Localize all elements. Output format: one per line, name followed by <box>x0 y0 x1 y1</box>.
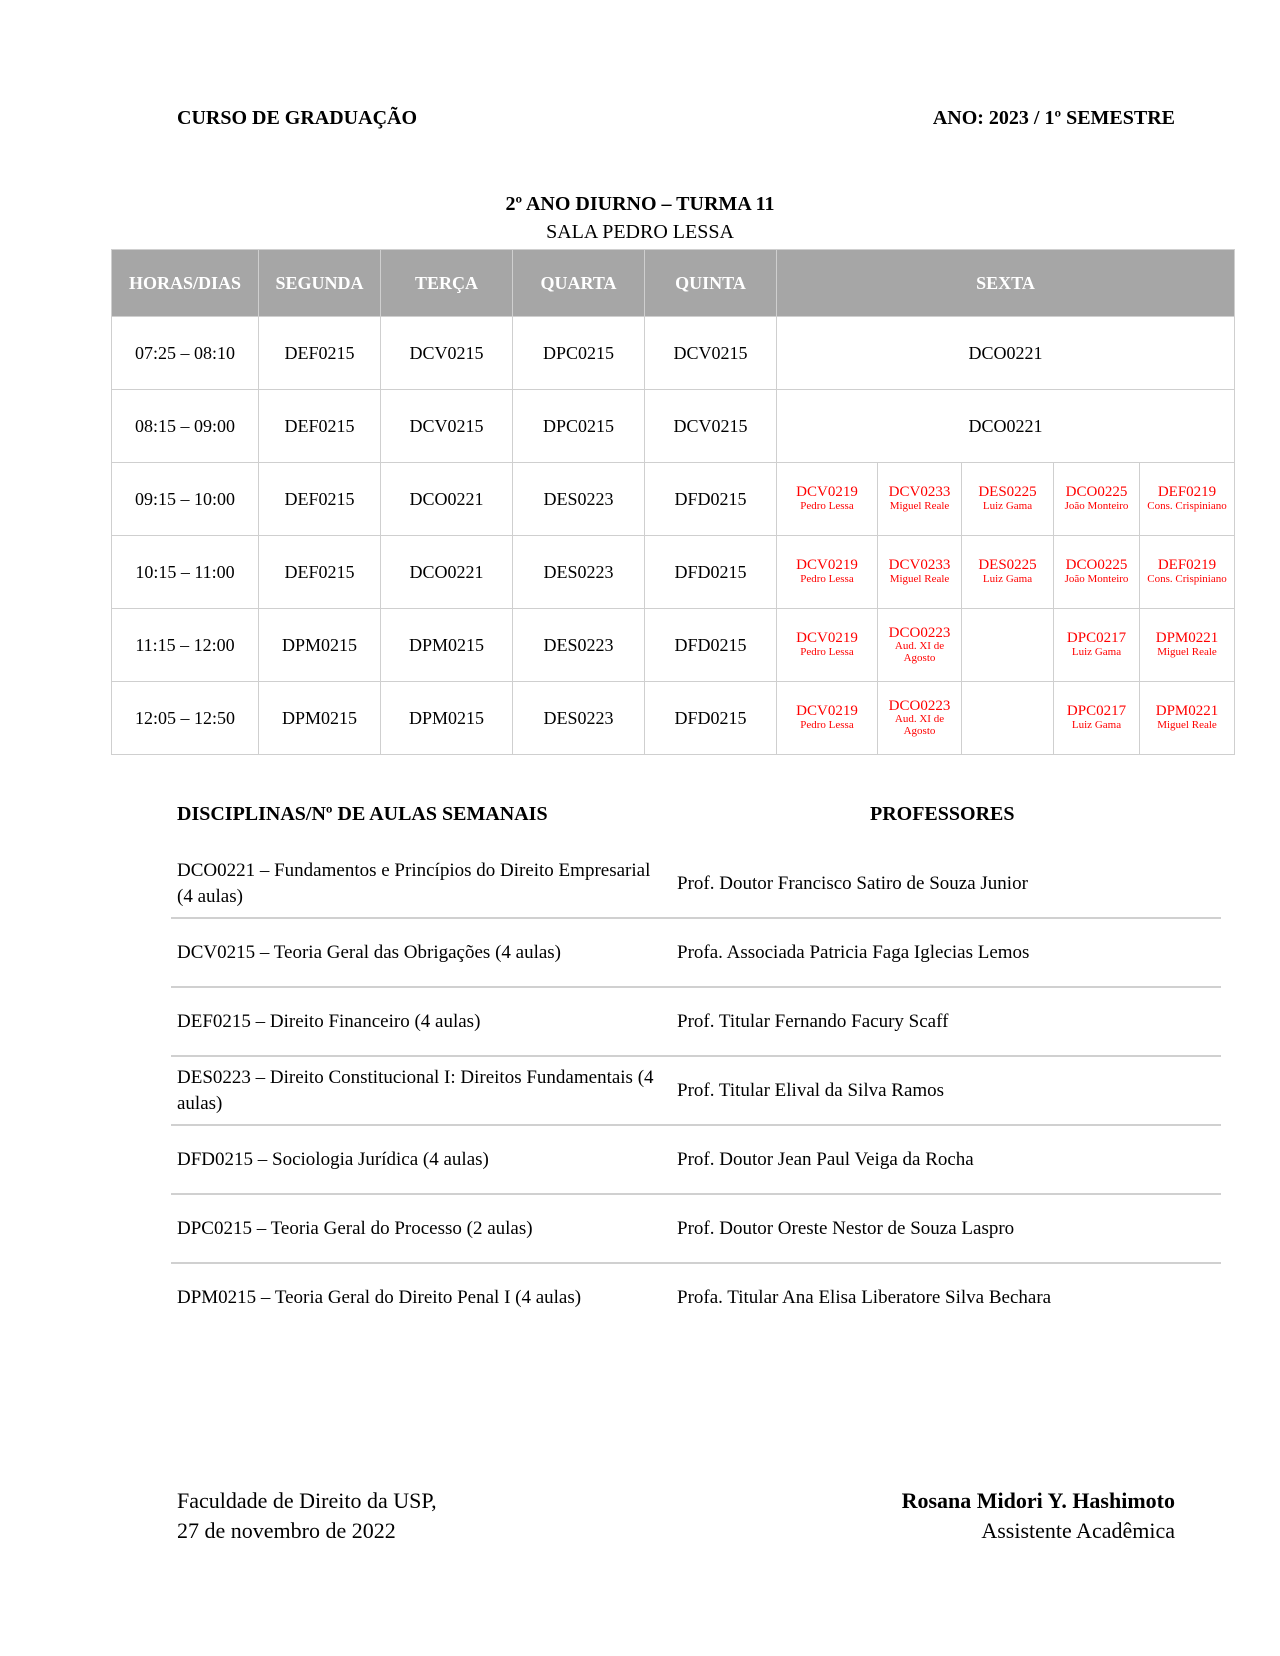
friday-elective <box>777 609 878 682</box>
monday-cell: DEF0215 <box>259 463 381 536</box>
friday-elective <box>777 682 878 755</box>
time-slot: 08:15 – 09:00 <box>112 390 259 463</box>
elective-code: DCV0219 <box>796 484 858 501</box>
schedule-row <box>112 463 1235 536</box>
elective-code: DEF0219 <box>1157 484 1217 501</box>
elective-code: DPC0217 <box>1066 630 1127 647</box>
friday-elective <box>878 463 962 536</box>
monday-cell: DEF0215 <box>259 536 381 609</box>
elective-room: Miguel Reale <box>1157 719 1217 732</box>
wednesday-cell: DES0223 <box>513 682 645 755</box>
elective-code: DCV0233 <box>888 484 951 501</box>
discipline-row <box>171 987 1221 1056</box>
course-label: CURSO DE GRADUAÇÃO <box>177 107 418 129</box>
thursday-cell: DCV0215 <box>645 390 777 463</box>
monday-cell: DEF0215 <box>259 390 381 463</box>
discipline-name: DCV0215 – Teoria Geral das Obrigações (4 aulas) <box>171 918 671 987</box>
elective-code: DES0225 <box>978 484 1037 501</box>
header-hours: HORAS/DIAS <box>112 250 259 317</box>
schedule-header-row <box>112 250 1235 317</box>
discipline-name: DEF0215 – Direito Financeiro (4 aulas) <box>171 987 671 1056</box>
tuesday-cell: DPM0215 <box>381 682 513 755</box>
discipline-name: DPC0215 – Teoria Geral do Processo (2 aulas) <box>171 1194 671 1263</box>
wednesday-cell: DPC0215 <box>513 390 645 463</box>
elective-code: DPC0217 <box>1066 703 1127 720</box>
elective-room: Pedro Lessa <box>800 573 854 586</box>
schedule-row <box>112 317 1235 390</box>
professor-name: Prof. Titular Fernando Facury Scaff <box>671 987 1221 1056</box>
elective-room: João Monteiro <box>1064 500 1129 513</box>
elective-room: Pedro Lessa <box>800 719 854 732</box>
schedule-table <box>111 249 1235 755</box>
friday-elective <box>1140 682 1235 755</box>
tuesday-cell: DPM0215 <box>381 609 513 682</box>
friday-elective <box>777 463 878 536</box>
friday-elective <box>878 682 962 755</box>
elective-code: DCV0219 <box>796 557 858 574</box>
elective-room: Luiz Gama <box>982 500 1033 513</box>
thursday-cell: DFD0215 <box>645 682 777 755</box>
elective-room: Pedro Lessa <box>800 646 854 659</box>
elective-room: Miguel Reale <box>889 573 950 586</box>
discipline-name: DCO0221 – Fundamentos e Princípios do Direito Empresarial (4 aulas) <box>171 850 671 918</box>
discipline-name: DPM0215 – Teoria Geral do Direito Penal I (4 aulas) <box>177 1286 582 1308</box>
professor-name: Prof. Doutor Jean Paul Veiga da Rocha <box>671 1125 1221 1194</box>
thursday-cell: DFD0215 <box>645 463 777 536</box>
elective-code: DCO0225 <box>1065 557 1128 574</box>
discipline-row <box>171 1194 1221 1263</box>
schedule-row <box>112 390 1235 463</box>
header-wednesday: QUARTA <box>513 250 645 317</box>
elective-code: DCO0223 <box>888 624 951 641</box>
elective-room: Cons. Crispiniano <box>1147 573 1227 586</box>
footer-date: 27 de novembro de 2022 <box>177 1518 396 1543</box>
professor-name: Profa. Titular Ana Elisa Liberatore Silva Bechara <box>677 1286 1052 1308</box>
monday-cell: DPM0215 <box>259 609 381 682</box>
time-slot: 11:15 – 12:00 <box>112 609 259 682</box>
elective-room: Pedro Lessa <box>800 500 854 513</box>
friday-elective <box>1140 536 1235 609</box>
room-subtitle: SALA PEDRO LESSA <box>546 221 734 243</box>
elective-code: DCV0219 <box>796 703 858 720</box>
friday-cell: DCO0221 <box>777 390 1235 463</box>
elective-room: Miguel Reale <box>1157 646 1217 659</box>
discipline-name: DFD0215 – Sociologia Jurídica (4 aulas) <box>171 1125 671 1194</box>
friday-elective <box>1054 609 1140 682</box>
thursday-cell: DCV0215 <box>645 317 777 390</box>
elective-code: DCO0225 <box>1065 484 1128 501</box>
professor-name: Prof. Doutor Oreste Nestor de Souza Laspro <box>671 1194 1221 1263</box>
monday-cell: DEF0215 <box>259 317 381 390</box>
elective-code: DCV0233 <box>888 557 951 574</box>
time-slot: 07:25 – 08:10 <box>112 317 259 390</box>
elective-room: Luiz Gama <box>1071 646 1122 659</box>
friday-elective <box>1054 536 1140 609</box>
friday-elective <box>1140 609 1235 682</box>
wednesday-cell: DPC0215 <box>513 317 645 390</box>
schedule-row <box>112 536 1235 609</box>
elective-code: DPM0221 <box>1155 703 1219 720</box>
discipline-row <box>171 1056 1221 1125</box>
schedule-row <box>112 682 1235 755</box>
friday-elective-empty <box>962 609 1054 682</box>
tuesday-cell: DCO0221 <box>381 536 513 609</box>
discipline-name: DES0223 – Direito Constitucional I: Direitos Fundamentais (4 aulas) <box>171 1056 671 1125</box>
professor-name: Profa. Associada Patricia Faga Iglecias Lemos <box>671 918 1221 987</box>
friday-elective-empty <box>962 682 1054 755</box>
friday-cell: DCO0221 <box>777 317 1235 390</box>
tuesday-cell: DCO0221 <box>381 463 513 536</box>
discipline-row <box>171 1263 1221 1331</box>
thursday-cell: DFD0215 <box>645 536 777 609</box>
header-friday: SEXTA <box>777 250 1235 317</box>
header-tuesday: TERÇA <box>381 250 513 317</box>
header-monday: SEGUNDA <box>259 250 381 317</box>
wednesday-cell: DES0223 <box>513 536 645 609</box>
elective-room: João Monteiro <box>1064 573 1129 586</box>
wednesday-cell: DES0223 <box>513 463 645 536</box>
tuesday-cell: DCV0215 <box>381 390 513 463</box>
friday-elective <box>962 536 1054 609</box>
footer-place: Faculdade de Direito da USP, <box>177 1488 437 1513</box>
professor-name: Prof. Titular Elival da Silva Ramos <box>671 1056 1221 1125</box>
tuesday-cell: DCV0215 <box>381 317 513 390</box>
friday-elective <box>1054 682 1140 755</box>
year-semester-label: ANO: 2023 / 1º SEMESTRE <box>932 107 1175 129</box>
elective-code: DCO0223 <box>888 697 951 714</box>
signer-role: Assistente Acadêmica <box>981 1518 1175 1543</box>
friday-elective <box>878 536 962 609</box>
professor-name: Prof. Doutor Francisco Satiro de Souza Junior <box>671 850 1221 918</box>
friday-elective <box>962 463 1054 536</box>
thursday-cell: DFD0215 <box>645 609 777 682</box>
friday-elective <box>878 609 962 682</box>
discipline-row <box>171 918 1221 987</box>
elective-room: Cons. Crispiniano <box>1147 500 1227 513</box>
friday-elective <box>1054 463 1140 536</box>
discipline-row <box>171 1125 1221 1194</box>
time-slot: 10:15 – 11:00 <box>112 536 259 609</box>
elective-code: DCV0219 <box>796 630 858 647</box>
footer-place-date <box>177 1486 437 1546</box>
elective-room: Aud. XI de Agosto <box>894 640 945 664</box>
elective-room: Luiz Gama <box>1071 719 1122 732</box>
elective-code: DEF0219 <box>1157 557 1217 574</box>
header-thursday: QUINTA <box>645 250 777 317</box>
footer-signature <box>902 1486 1175 1546</box>
class-title: 2º ANO DIURNO – TURMA 11 <box>505 193 775 215</box>
friday-elective <box>777 536 878 609</box>
elective-room: Aud. XI de Agosto <box>894 713 945 737</box>
elective-room: Miguel Reale <box>889 500 950 513</box>
elective-code: DES0225 <box>978 557 1037 574</box>
disciplines-table <box>171 850 1221 1331</box>
schedule-row <box>112 609 1235 682</box>
wednesday-cell: DES0223 <box>513 609 645 682</box>
discipline-row <box>171 850 1221 918</box>
time-slot: 12:05 – 12:50 <box>112 682 259 755</box>
professors-heading: PROFESSORES <box>870 803 1015 825</box>
signer-name: Rosana Midori Y. Hashimoto <box>901 1488 1175 1513</box>
monday-cell: DPM0215 <box>259 682 381 755</box>
disciplines-heading: DISCIPLINAS/Nº DE AULAS SEMANAIS <box>177 803 548 825</box>
time-slot: 09:15 – 10:00 <box>112 463 259 536</box>
elective-code: DPM0221 <box>1155 630 1219 647</box>
elective-room: Luiz Gama <box>982 573 1033 586</box>
friday-elective <box>1140 463 1235 536</box>
